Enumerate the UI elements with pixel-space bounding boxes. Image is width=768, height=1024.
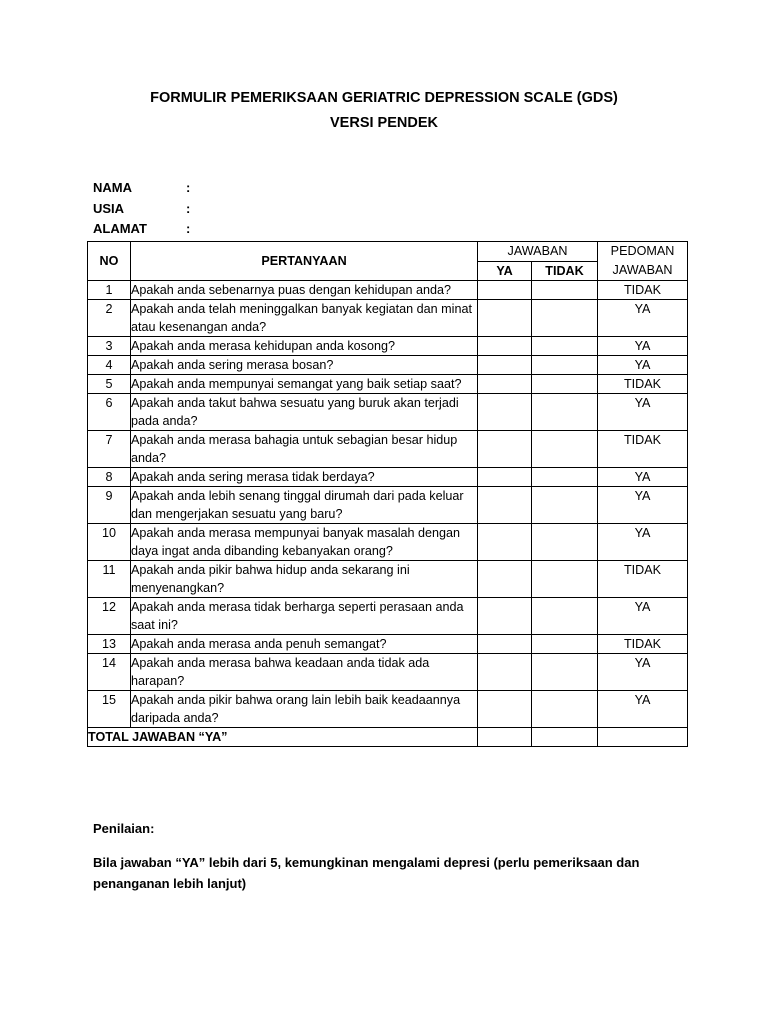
row-no: 14 [88, 654, 131, 691]
row-guide: YA [598, 300, 688, 337]
info-usia [93, 201, 190, 216]
info-nama [93, 180, 190, 195]
row-no: 8 [88, 468, 131, 487]
form-title: FORMULIR PEMERIKSAAN GERIATRIC DEPRESSION SCALE (GDS) [150, 90, 618, 106]
answer-ya-cell[interactable] [478, 300, 532, 337]
row-guide: YA [598, 524, 688, 561]
gds-table [87, 241, 688, 747]
header-tidak: TIDAK [532, 261, 598, 281]
row-guide: YA [598, 394, 688, 431]
row-guide: TIDAK [598, 375, 688, 394]
row-question: Apakah anda takut bahwa sesuatu yang buruk akan terjadi pada anda? [131, 394, 478, 431]
row-no: 4 [88, 356, 131, 375]
total-ya-cell[interactable] [478, 728, 532, 747]
row-question: Apakah anda telah meninggalkan banyak kegiatan dan minat atau kesenangan anda? [131, 300, 478, 337]
header-pertanyaan: PERTANYAAN [131, 242, 478, 281]
table-row [88, 281, 688, 300]
row-guide: YA [598, 337, 688, 356]
row-question: Apakah anda merasa kehidupan anda kosong? [131, 337, 478, 356]
row-no: 7 [88, 431, 131, 468]
info-colon: : [186, 221, 191, 236]
penilaian-heading: Penilaian: [93, 821, 155, 836]
answer-ya-cell[interactable] [478, 281, 532, 300]
answer-ya-cell[interactable] [478, 635, 532, 654]
answer-ya-cell[interactable] [478, 487, 532, 524]
row-no: 15 [88, 691, 131, 728]
row-question: Apakah anda pikir bahwa orang lain lebih baik keadaannya daripada anda? [131, 691, 478, 728]
row-no: 10 [88, 524, 131, 561]
answer-tidak-cell[interactable] [532, 300, 598, 337]
answer-ya-cell[interactable] [478, 356, 532, 375]
answer-tidak-cell[interactable] [532, 281, 598, 300]
row-no: 2 [88, 300, 131, 337]
row-question: Apakah anda lebih senang tinggal dirumah dari pada keluar dan mengerjakan sesuatu yang baru? [131, 487, 478, 524]
table-row [88, 654, 688, 691]
answer-tidak-cell[interactable] [532, 337, 598, 356]
row-guide: TIDAK [598, 561, 688, 598]
total-label: TOTAL JAWABAN “YA” [88, 728, 478, 747]
answer-tidak-cell[interactable] [532, 524, 598, 561]
header-jawaban: JAWABAN [478, 242, 598, 262]
answer-ya-cell[interactable] [478, 394, 532, 431]
table-row [88, 375, 688, 394]
row-guide: YA [598, 487, 688, 524]
info-colon: : [186, 180, 191, 195]
info-colon: : [186, 201, 191, 216]
row-question: Apakah anda merasa tidak berharga seperti perasaan anda saat ini? [131, 598, 478, 635]
answer-ya-cell[interactable] [478, 468, 532, 487]
info-nama-label: NAMA [93, 180, 132, 195]
table-row [88, 356, 688, 375]
row-no: 9 [88, 487, 131, 524]
row-guide: YA [598, 654, 688, 691]
row-question: Apakah anda mempunyai semangat yang baik setiap saat? [131, 375, 478, 394]
header-no: NO [88, 242, 131, 281]
answer-tidak-cell[interactable] [532, 394, 598, 431]
row-no: 11 [88, 561, 131, 598]
answer-ya-cell[interactable] [478, 561, 532, 598]
answer-ya-cell[interactable] [478, 691, 532, 728]
row-guide: YA [598, 691, 688, 728]
row-no: 12 [88, 598, 131, 635]
answer-tidak-cell[interactable] [532, 691, 598, 728]
info-alamat-label: ALAMAT [93, 221, 147, 236]
answer-tidak-cell[interactable] [532, 487, 598, 524]
answer-tidak-cell[interactable] [532, 654, 598, 691]
row-question: Apakah anda merasa anda penuh semangat? [131, 635, 478, 654]
table-row [88, 561, 688, 598]
info-usia-label: USIA [93, 201, 125, 216]
answer-tidak-cell[interactable] [532, 635, 598, 654]
answer-tidak-cell[interactable] [532, 598, 598, 635]
answer-tidak-cell[interactable] [532, 375, 598, 394]
info-alamat [93, 221, 190, 236]
answer-tidak-cell[interactable] [532, 468, 598, 487]
row-question: Apakah anda sebenarnya puas dengan kehidupan anda? [131, 281, 478, 300]
answer-ya-cell[interactable] [478, 598, 532, 635]
answer-tidak-cell[interactable] [532, 561, 598, 598]
row-question: Apakah anda pikir bahwa hidup anda sekarang ini menyenangkan? [131, 561, 478, 598]
answer-ya-cell[interactable] [478, 524, 532, 561]
row-guide: TIDAK [598, 431, 688, 468]
table-row [88, 431, 688, 468]
table-row [88, 635, 688, 654]
row-no: 3 [88, 337, 131, 356]
row-no: 5 [88, 375, 131, 394]
total-row [88, 728, 688, 747]
answer-tidak-cell[interactable] [532, 431, 598, 468]
table-row [88, 524, 688, 561]
table-row [88, 394, 688, 431]
row-question: Apakah anda sering merasa tidak berdaya? [131, 468, 478, 487]
row-question: Apakah anda merasa bahagia untuk sebagian besar hidup anda? [131, 431, 478, 468]
header-ya: YA [478, 261, 532, 281]
answer-ya-cell[interactable] [478, 654, 532, 691]
answer-ya-cell[interactable] [478, 337, 532, 356]
table-row [88, 691, 688, 728]
row-question: Apakah anda merasa bahwa keadaan anda tidak ada harapan? [131, 654, 478, 691]
table-row [88, 487, 688, 524]
table-row [88, 468, 688, 487]
row-guide: YA [598, 356, 688, 375]
header-pedoman: PEDOMAN JAWABAN [598, 242, 688, 281]
row-guide: TIDAK [598, 635, 688, 654]
table-row [88, 300, 688, 337]
row-question: Apakah anda sering merasa bosan? [131, 356, 478, 375]
gds-body [88, 281, 688, 747]
row-guide: TIDAK [598, 281, 688, 300]
penilaian-text: Bila jawaban “YA” lebih dari 5, kemungkinan mengalami depresi (perlu pemeriksaan dan penanganan lebih lanjut) [93, 855, 640, 891]
row-no: 13 [88, 635, 131, 654]
total-guide-cell [598, 728, 688, 747]
table-row [88, 598, 688, 635]
form-subtitle: VERSI PENDEK [330, 115, 438, 131]
total-tidak-cell[interactable] [532, 728, 598, 747]
row-guide: YA [598, 468, 688, 487]
row-question: Apakah anda merasa mempunyai banyak masalah dengan daya ingat anda dibanding kebanyakan orang? [131, 524, 478, 561]
row-guide: YA [598, 598, 688, 635]
row-no: 6 [88, 394, 131, 431]
answer-ya-cell[interactable] [478, 375, 532, 394]
answer-ya-cell[interactable] [478, 431, 532, 468]
row-no: 1 [88, 281, 131, 300]
table-row [88, 337, 688, 356]
answer-tidak-cell[interactable] [532, 356, 598, 375]
